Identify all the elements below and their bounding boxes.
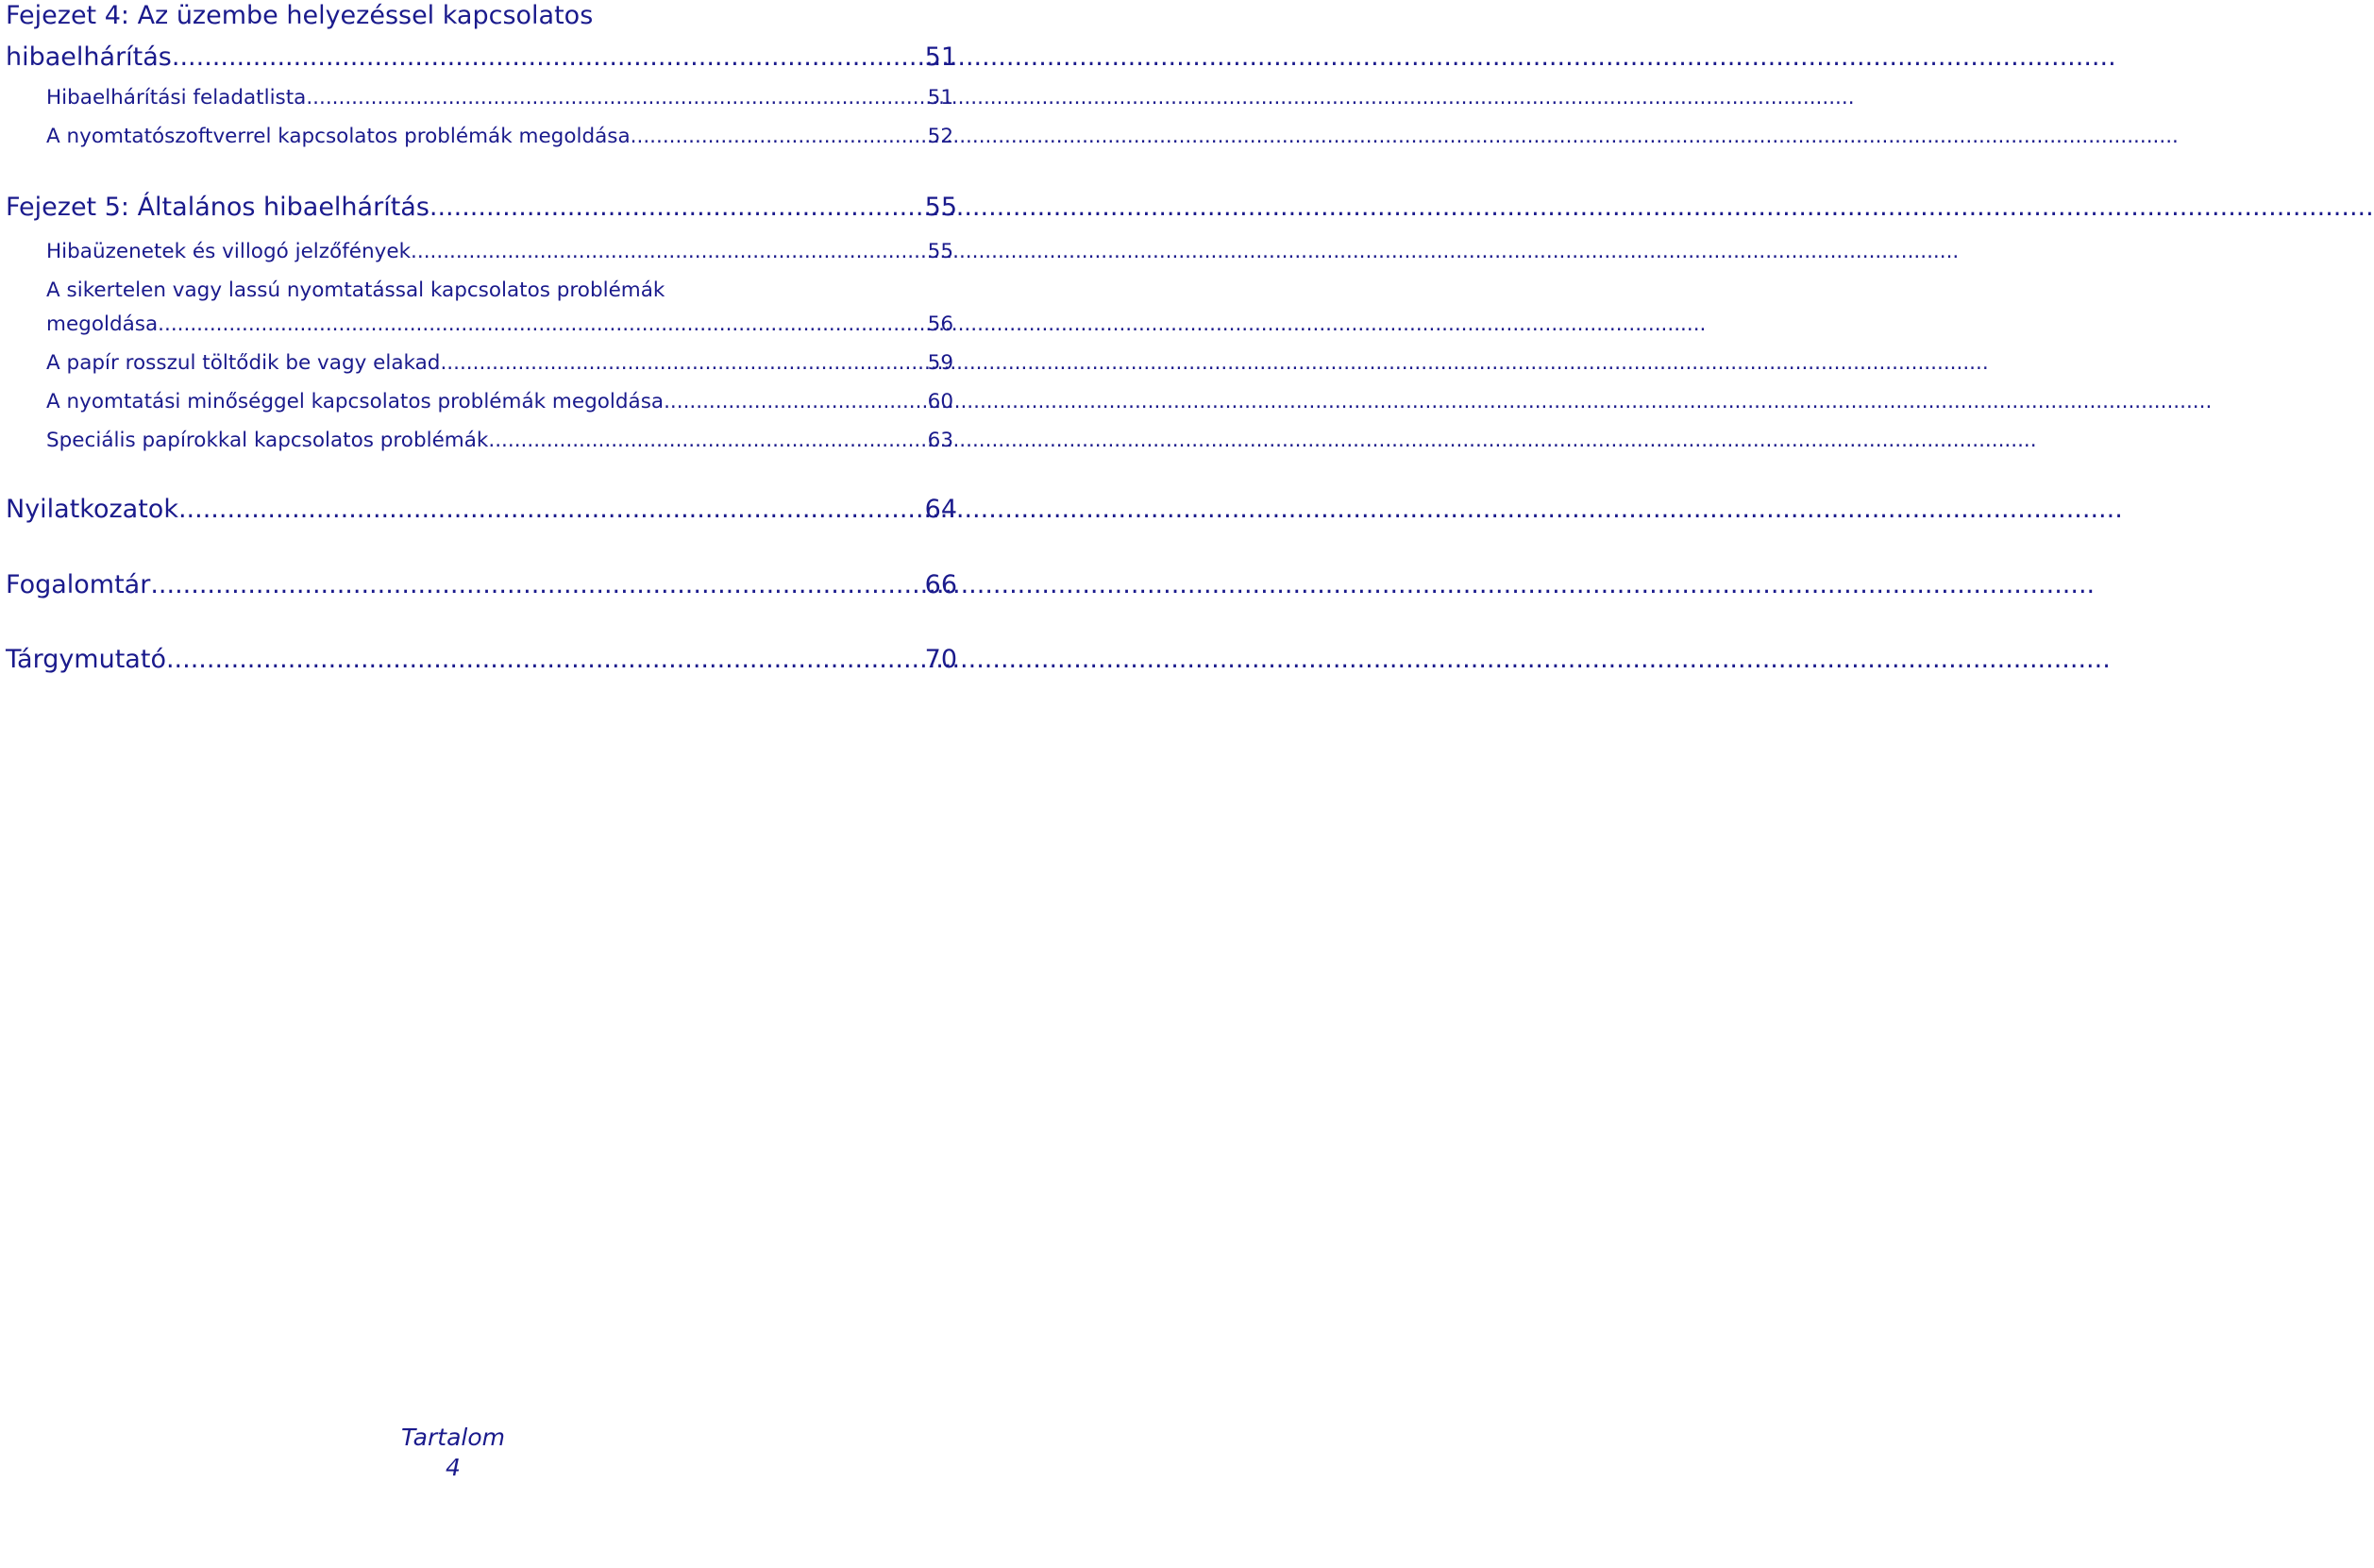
footer-page-number: 4 xyxy=(446,1454,461,1481)
toc-leader-dots xyxy=(440,346,906,380)
toc-section-page: 55 xyxy=(927,240,953,263)
toc-chapter-5-page: 55 xyxy=(924,193,957,222)
toc-section-title: Speciális papírokkal kapcsolatos problémák xyxy=(46,429,489,452)
toc-section-title: megoldása xyxy=(46,312,159,336)
footer-section-title: Tartalom xyxy=(401,1424,505,1451)
toc-section-page: 60 xyxy=(927,390,953,413)
toc-index-title: Tárgymutató xyxy=(6,645,166,674)
toc-notices-title: Nyilatkozatok xyxy=(6,495,178,524)
toc-page xyxy=(0,0,957,1568)
toc-leader-dots xyxy=(178,489,906,531)
toc-leader-dots xyxy=(664,385,906,419)
toc-section-page: 56 xyxy=(927,312,953,336)
toc-section-title: Hibaüzenetek és villogó jelzőfények xyxy=(46,240,412,263)
toc-leader-dots xyxy=(488,424,906,458)
toc-index[interactable] xyxy=(0,639,957,681)
toc-section-page: 63 xyxy=(927,429,953,452)
toc-section-title: A papír rosszul töltődik be vagy elakad xyxy=(46,351,441,375)
toc-glossary-title: Fogalomtár xyxy=(6,570,151,599)
toc-leader-dots xyxy=(411,235,906,269)
toc-leader-dots xyxy=(306,81,906,115)
toc-section-paper-jam[interactable] xyxy=(0,346,953,380)
toc-chapter-5-title: Fejezet 5: Általános hibaelhárítás xyxy=(6,193,429,222)
toc-section-error-messages[interactable] xyxy=(0,235,953,269)
toc-section-printer-software-problems[interactable] xyxy=(0,120,953,154)
toc-leader-dots xyxy=(631,120,906,154)
toc-index-page: 70 xyxy=(924,645,957,674)
toc-section-page: 52 xyxy=(927,125,953,148)
toc-section-failed-slow-printing[interactable] xyxy=(0,274,953,342)
toc-leader-dots xyxy=(429,187,906,228)
toc-leader-dots xyxy=(172,37,906,78)
toc-section-title-line1: A sikertelen vagy lassú nyomtatással kapcsolatos problémák xyxy=(46,278,665,302)
toc-chapter-4-title-line1: Fejezet 4: Az üzembe helyezéssel kapcsolatos xyxy=(6,1,594,30)
toc-glossary-page: 66 xyxy=(924,570,957,599)
toc-notices-page: 64 xyxy=(924,495,957,524)
toc-notices[interactable] xyxy=(0,489,957,531)
toc-section-page: 59 xyxy=(927,351,953,375)
toc-chapter-4[interactable] xyxy=(0,0,957,78)
toc-chapter-5[interactable] xyxy=(0,187,957,228)
toc-section-title: A nyomtatási minőséggel kapcsolatos problémák megoldása xyxy=(46,390,665,413)
toc-leader-dots xyxy=(166,639,906,681)
toc-leader-dots xyxy=(150,565,906,606)
toc-chapter-4-page: 51 xyxy=(924,42,957,72)
toc-section-title: Hibaelhárítási feladatlista xyxy=(46,86,307,110)
toc-section-title: A nyomtatószoftverrel kapcsolatos problémák megoldása xyxy=(46,125,631,148)
toc-leader-dots xyxy=(158,308,906,342)
toc-chapter-4-title-line2: hibaelhárítás xyxy=(6,42,172,72)
toc-section-print-quality[interactable] xyxy=(0,385,953,419)
toc-section-troubleshooting-checklist[interactable] xyxy=(0,81,953,115)
toc-section-page: 51 xyxy=(927,86,953,110)
toc-section-special-paper[interactable] xyxy=(0,424,953,458)
toc-glossary[interactable] xyxy=(0,565,957,606)
